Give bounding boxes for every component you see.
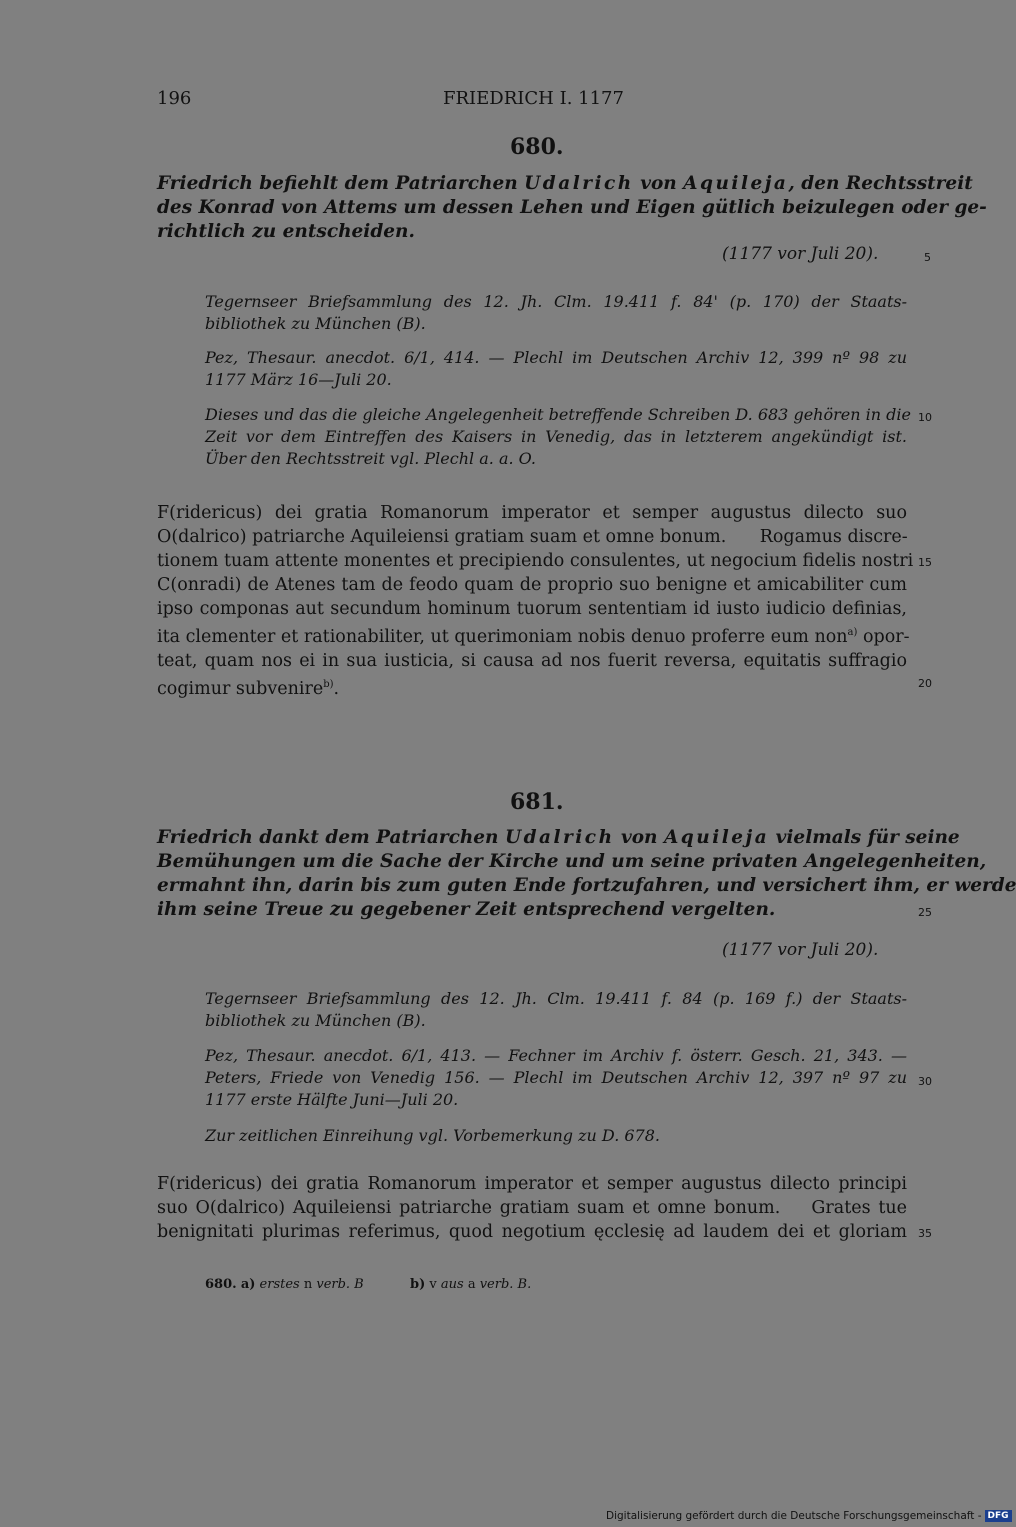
regest-680	[157, 172, 987, 244]
footnote-doc-number: 680.	[205, 1277, 237, 1292]
note-line: 1177 erste Hälfte Juni—Juli 20.	[205, 1090, 459, 1109]
regest-line: ihm seine Treue zu gegebener Zeit entsprechend vergelten.	[157, 899, 776, 920]
line-number: 5	[924, 251, 931, 264]
funding-notice	[606, 1510, 1012, 1522]
source-note-680	[205, 291, 907, 335]
line-number: 10	[918, 411, 932, 424]
note-line: Tegernseer Briefsammlung des 12. Jh. Clm. 19.411 f. 84 (p. 169 f.) der Staats-	[205, 989, 907, 1008]
note-line: Dieses und das die gleiche Angelegenheit betreffende Schreiben D. 683 gehören in die	[205, 405, 911, 424]
footnotes	[205, 1277, 531, 1292]
running-title: FRIEDRICH I. 1177	[443, 88, 624, 109]
note-line: bibliothek zu München (B).	[205, 314, 426, 333]
text-line: ita clementer et rationabiliter, ut querimoniam nobis denuo proferre eum non$^{a)}$ opor-	[157, 626, 910, 647]
line-number: 20	[918, 677, 932, 690]
regest-line: ermahnt ihn, darin bis zum guten Ende fortzufahren, und versichert ihm, er werde	[157, 875, 1016, 896]
funding-text: Digitalisierung gefördert durch die Deutsche Forschungsgemeinschaft -	[606, 1510, 982, 1522]
dfg-logo: DFG	[985, 1510, 1012, 1522]
text-line: ipso componas aut secundum hominum tuorum sententiam id iusto iudicio definias,	[157, 599, 907, 619]
commentary-note-681	[205, 1125, 907, 1147]
text-line: teat, quam nos ei in sua iusticia, si causa ad nos fuerit reversa, equitatis suffragio	[157, 650, 907, 671]
note-line: Pez, Thesaur. anecdot. 6/1, 414. — Plechl im Deutschen Archiv 12, 399 nº 98 zu	[205, 348, 907, 367]
footnote-b: b) v aus a verb. B.	[410, 1277, 532, 1292]
line-number: 25	[918, 906, 932, 919]
commentary-note-680	[205, 404, 911, 470]
regest-line: Bemühungen um die Sache der Kirche und um seine privaten Angelegenheiten,	[157, 851, 987, 872]
date-680: (1177 vor Juli 20).	[722, 244, 879, 264]
date-681: (1177 vor Juli 20).	[722, 940, 879, 960]
text-line: F(ridericus) dei gratia Romanorum imperator et semper augustus dilecto principi	[157, 1174, 907, 1194]
text-680	[157, 501, 914, 701]
line-number: 30	[918, 1075, 932, 1088]
footnote-a: a) erstes n verb. B	[240, 1277, 364, 1292]
text-line: suo O(dalrico) Aquileiensi patriarche gratiam suam et omne bonum. Grates tue	[157, 1198, 907, 1218]
text-681	[157, 1172, 907, 1244]
note-line: Zur zeitlichen Einreihung vgl. Vorbemerkung zu D. 678.	[205, 1126, 660, 1145]
text-line: O(dalrico) patriarche Aquileiensi gratiam suam et omne bonum. Rogamus discre-	[157, 527, 908, 547]
regest-line: Friedrich dankt dem Patriarchen Udalrich von Aquileja vielmals für seine	[157, 827, 960, 848]
note-line: Peters, Friede von Venedig 156. — Plechl im Deutschen Archiv 12, 397 nº 97 zu	[205, 1068, 907, 1087]
note-line: Pez, Thesaur. anecdot. 6/1, 413. — Fechner im Archiv f. österr. Gesch. 21, 343. —	[205, 1046, 907, 1065]
regest-line: Friedrich befiehlt dem Patriarchen Udalrich von Aquileja, den Rechtsstreit	[157, 173, 973, 194]
text-line: cogimur subvenire$^{b)}$.	[157, 678, 340, 699]
text-line: C(onradi) de Atenes tam de feodo quam de proprio suo benigne et amicabiliter cum	[157, 575, 907, 595]
regest-line: des Konrad von Attems um dessen Lehen und Eigen gütlich beizulegen oder ge-	[157, 197, 987, 218]
footnote-ref-a: a)	[847, 627, 858, 638]
note-line: 1177 März 16—Juli 20.	[205, 370, 392, 389]
note-line: Tegernseer Briefsammlung des 12. Jh. Clm. 19.411 f. 84' (p. 170) der Staats-	[205, 292, 907, 311]
page-number: 196	[157, 88, 192, 109]
document-number-680: 680.	[510, 134, 564, 160]
note-line: Zeit vor dem Eintreffen des Kaisers in Venedig, das in letzterem angekündigt ist.	[205, 427, 907, 446]
edition-note-680	[205, 347, 907, 391]
regest-line: richtlich zu entscheiden.	[157, 221, 415, 242]
line-number: 35	[918, 1227, 932, 1240]
text-line: tionem tuam attente monentes et precipiendo consulentes, ut negocium fidelis nostri	[157, 551, 914, 571]
text-line: benignitati plurimas referimus, quod negotium ęcclesię ad laudem dei et gloriam	[157, 1222, 907, 1242]
footnote-ref-b: b)	[323, 678, 334, 690]
source-note-681	[205, 988, 907, 1032]
text-line: F(ridericus) dei gratia Romanorum imperator et semper augustus dilecto suo	[157, 503, 907, 523]
edition-note-681	[205, 1045, 907, 1111]
line-number: 15	[918, 556, 932, 569]
document-number-681: 681.	[510, 789, 564, 815]
note-line: Über den Rechtsstreit vgl. Plechl a. a. O.	[205, 449, 536, 468]
note-line: bibliothek zu München (B).	[205, 1011, 426, 1030]
